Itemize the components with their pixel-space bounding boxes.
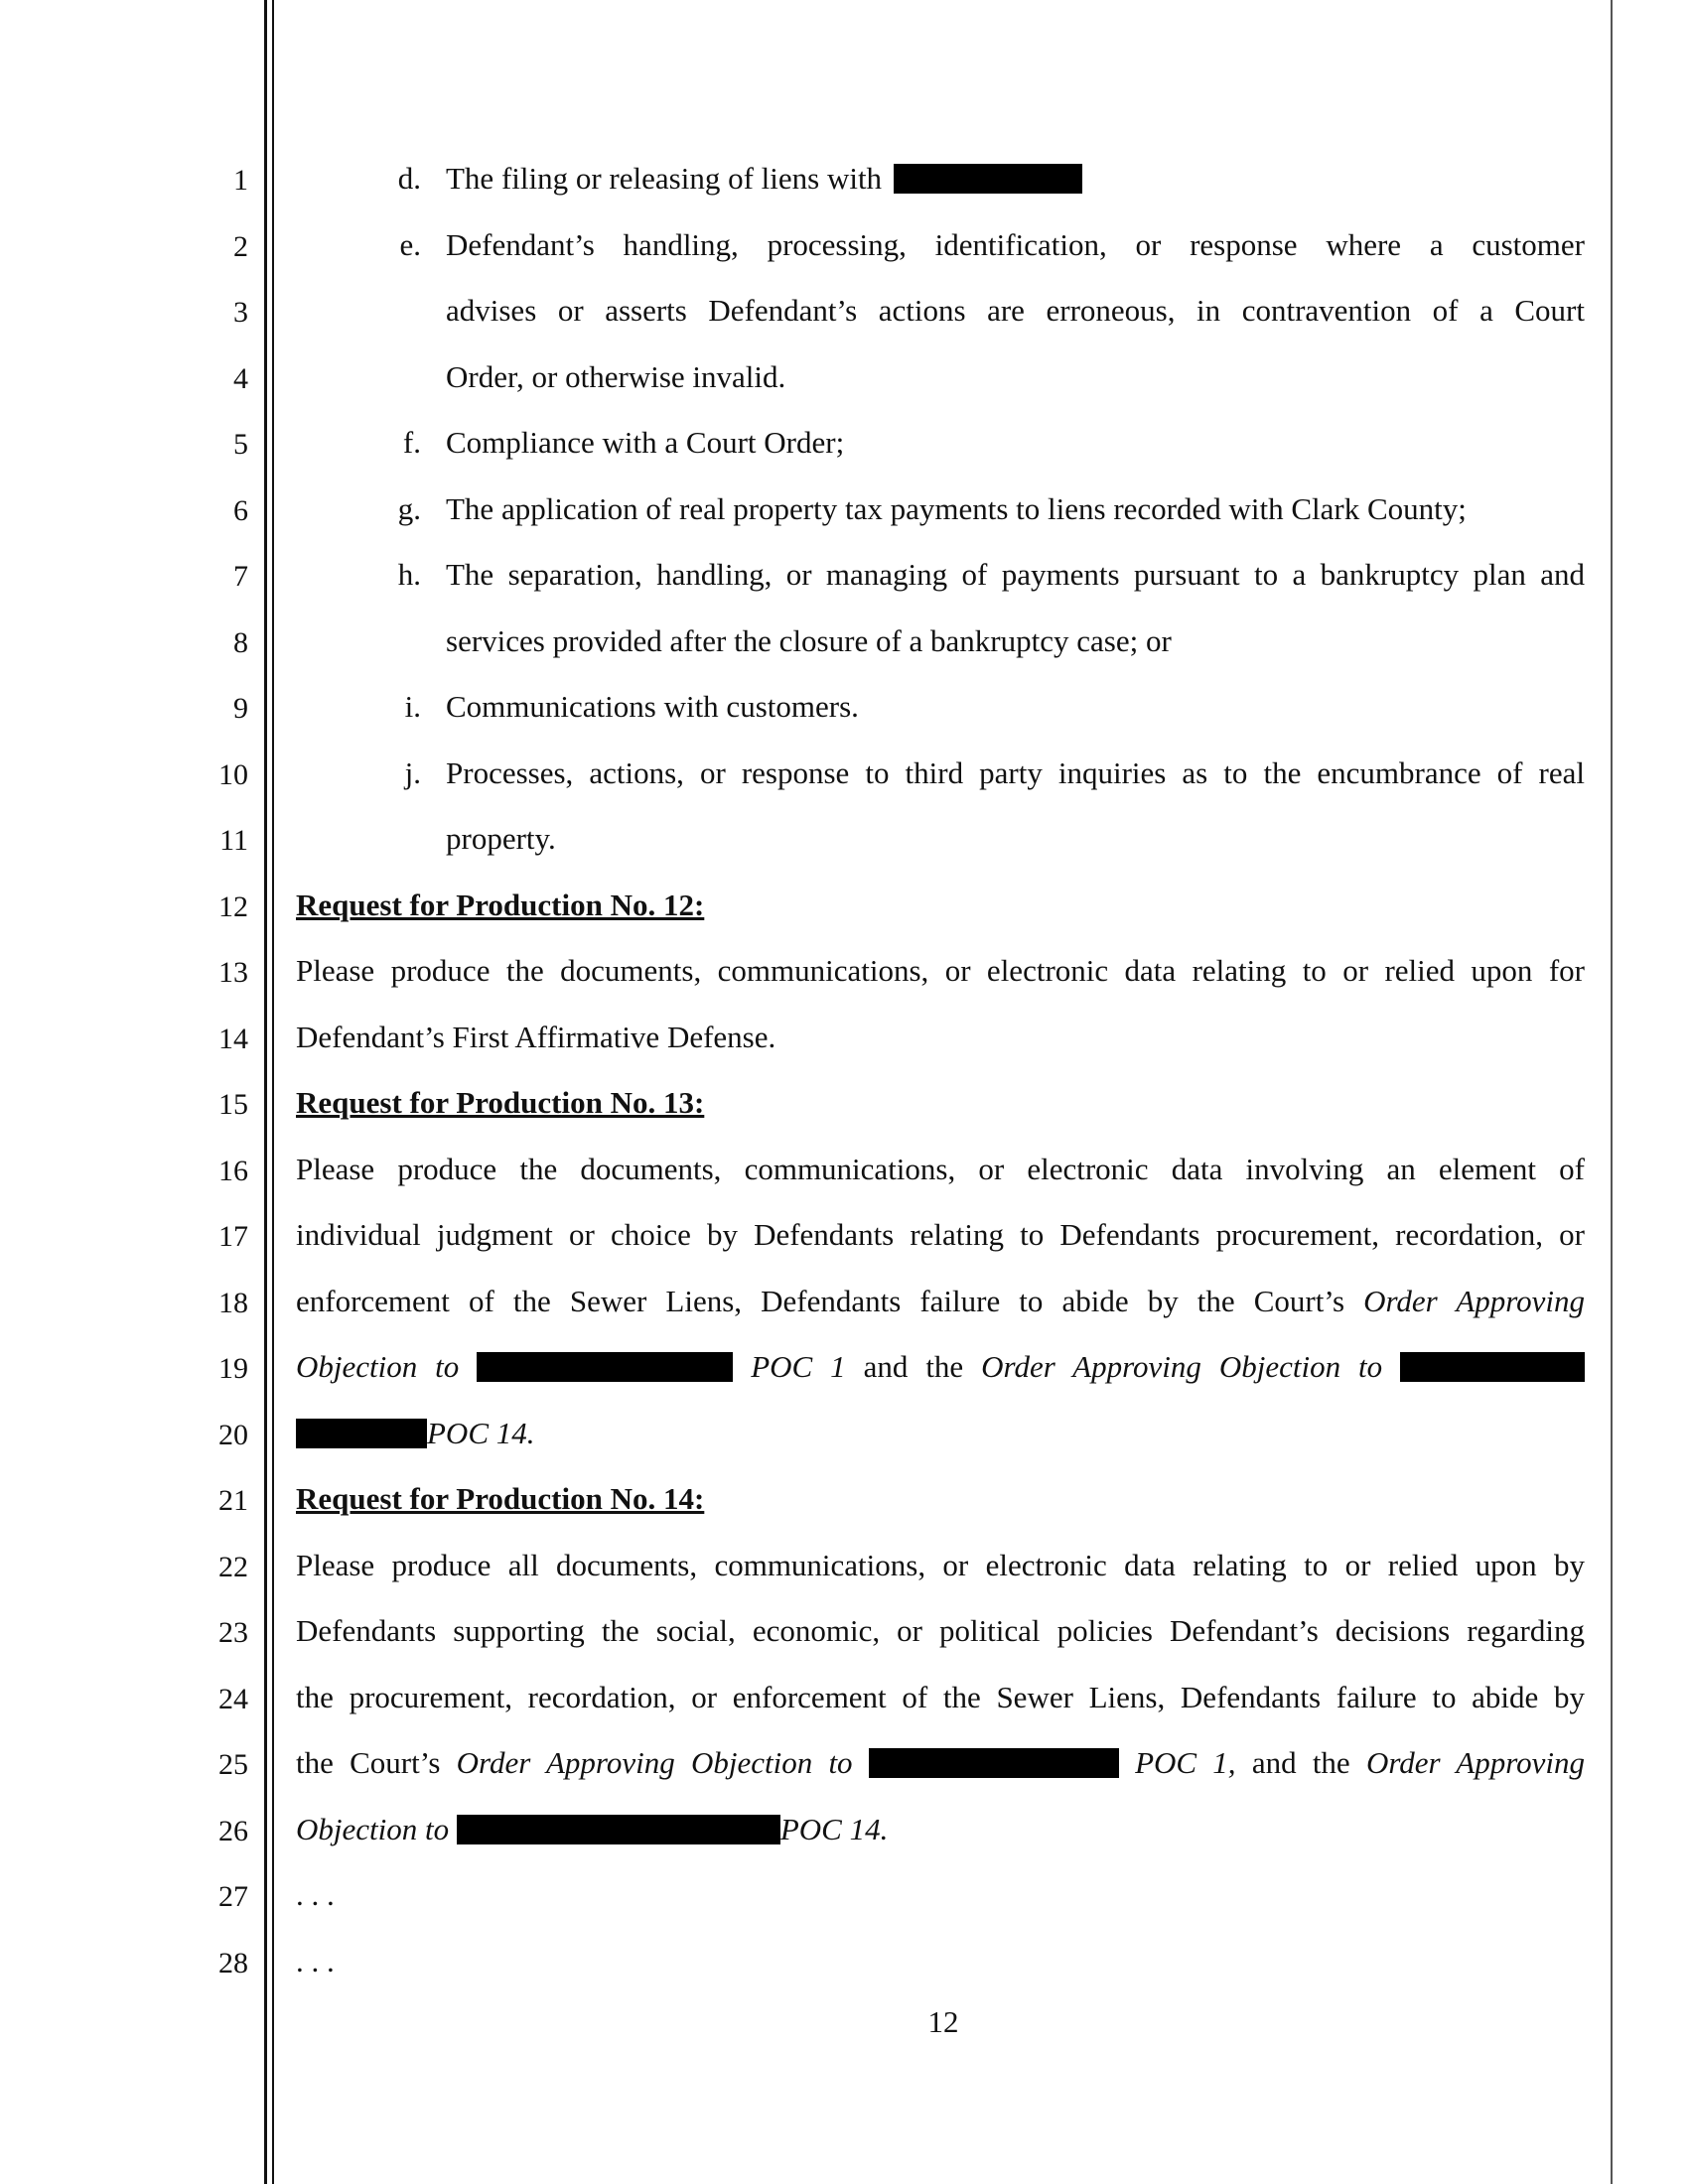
list-item-label-g: g. xyxy=(397,491,421,526)
list-item-e-line-1: Defendant’s handling, processing, identification, or response where a customer xyxy=(446,227,1585,262)
list-item-label-i: i. xyxy=(404,689,421,724)
left-margin-rule-outer xyxy=(264,0,267,2184)
order-title-italic: Objection to xyxy=(296,1812,450,1846)
list-item-j-line-2: property. xyxy=(446,821,556,856)
rfp-14-line-2: Defendants supporting the social, economic, or political policies Defendant’s decisions regarding xyxy=(296,1613,1585,1648)
list-item-d xyxy=(446,159,1585,199)
rfp-12-heading: Request for Production No. 12: xyxy=(296,887,705,922)
line-number: 15 xyxy=(218,1088,248,1121)
right-margin-rule xyxy=(1611,0,1613,2184)
line-number: 5 xyxy=(233,428,248,461)
line-number: 9 xyxy=(233,692,248,725)
line-number: 1 xyxy=(233,164,248,197)
order-title-italic: POC 1 xyxy=(751,1349,846,1384)
rfp-13-line-3-text: enforcement of the Sewer Liens, Defendants failure to abide by the Court’s xyxy=(296,1284,1345,1318)
list-item-label-e: e. xyxy=(399,227,421,262)
rfp-13-heading: Request for Production No. 13: xyxy=(296,1085,705,1120)
rfp-14-line-5 xyxy=(296,1810,1585,1849)
line-number: 20 xyxy=(218,1419,248,1451)
list-item-label-d: d. xyxy=(397,161,421,196)
redaction-box xyxy=(894,164,1082,194)
continuation-ellipsis: . . . xyxy=(296,1944,335,1979)
rfp-12-line-1: Please produce the documents, communications, or electronic data relating to or relied upon for xyxy=(296,953,1585,988)
line-number: 26 xyxy=(218,1815,248,1847)
redaction-box xyxy=(477,1352,733,1382)
list-item-g: The application of real property tax payments to liens recorded with Clark County; xyxy=(446,491,1467,526)
list-item-h-line-1: The separation, handling, or managing of payments pursuant to a bankruptcy plan and xyxy=(446,557,1585,592)
redaction-box xyxy=(296,1419,427,1448)
list-item-j-line-1: Processes, actions, or response to third party inquiries as to the encumbrance of real xyxy=(446,755,1585,790)
line-number: 23 xyxy=(218,1616,248,1649)
line-number: 11 xyxy=(219,824,248,857)
order-title-italic: POC 1, xyxy=(1135,1745,1236,1780)
rfp-13-line-5 xyxy=(296,1414,1585,1453)
rfp-13-line-1: Please produce the documents, communications, or electronic data involving an element of xyxy=(296,1152,1585,1186)
list-item-label-f: f. xyxy=(402,425,421,460)
rfp-14-line-4-text: the Court’s xyxy=(296,1745,441,1780)
rfp-13-line-2: individual judgment or choice by Defendants relating to Defendants procurement, recordation, or xyxy=(296,1217,1585,1252)
list-item-e-line-3: Order, or otherwise invalid. xyxy=(446,359,786,394)
order-title-italic: Order Approving xyxy=(1363,1284,1585,1318)
line-number: 8 xyxy=(233,626,248,659)
line-number: 28 xyxy=(218,1947,248,1979)
line-number: 16 xyxy=(218,1155,248,1187)
line-number: 21 xyxy=(218,1484,248,1517)
rfp-14-line-4 xyxy=(296,1743,1585,1783)
redaction-box xyxy=(1400,1352,1585,1382)
rfp-14-line-1: Please produce all documents, communications, or electronic data relating to or relied upon by xyxy=(296,1548,1585,1582)
line-number: 4 xyxy=(233,362,248,395)
page-number: 12 xyxy=(927,2004,959,2039)
list-item-e-line-2: advises or asserts Defendant’s actions are erroneous, in contravention of a Court xyxy=(446,293,1585,328)
rfp-14-line-4-text-2: and the xyxy=(1251,1745,1350,1780)
line-number: 13 xyxy=(218,956,248,989)
line-number: 19 xyxy=(218,1352,248,1385)
order-title-italic: Objection to xyxy=(296,1349,460,1384)
order-title-italic: Order Approving xyxy=(1365,1745,1585,1780)
line-number: 2 xyxy=(233,230,248,263)
rfp-13-line-4 xyxy=(296,1347,1585,1387)
line-number: 18 xyxy=(218,1287,248,1319)
line-number: 24 xyxy=(218,1683,248,1715)
rfp-14-heading: Request for Production No. 14: xyxy=(296,1481,705,1516)
line-number: 25 xyxy=(218,1748,248,1781)
line-number: 22 xyxy=(218,1551,248,1583)
line-number: 3 xyxy=(233,296,248,329)
order-title-italic: Order Approving Objection to xyxy=(981,1349,1383,1384)
list-item-label-h: h. xyxy=(397,557,421,592)
line-number: 27 xyxy=(218,1880,248,1913)
list-item-i: Communications with customers. xyxy=(446,689,859,724)
line-number: 6 xyxy=(233,494,248,527)
line-number: 12 xyxy=(218,890,248,923)
list-item-f: Compliance with a Court Order; xyxy=(446,425,845,460)
line-number: 17 xyxy=(218,1220,248,1253)
rfp-14-line-3: the procurement, recordation, or enforcement of the Sewer Liens, Defendants failure to abide by xyxy=(296,1680,1585,1714)
rfp-13-line-3 xyxy=(296,1282,1585,1321)
list-item-h-line-2: services provided after the closure of a bankruptcy case; or xyxy=(446,623,1172,658)
left-margin-rule-inner xyxy=(272,0,274,2184)
line-number: 14 xyxy=(218,1023,248,1055)
order-title-italic: Order Approving Objection to xyxy=(456,1745,853,1780)
continuation-ellipsis: . . . xyxy=(296,1877,335,1912)
list-item-label-j: j. xyxy=(404,755,421,790)
line-number: 10 xyxy=(218,758,248,791)
rfp-12-line-2: Defendant’s First Affirmative Defense. xyxy=(296,1020,776,1054)
line-number: 7 xyxy=(233,560,248,593)
redaction-box xyxy=(457,1815,780,1844)
order-title-italic: POC 14. xyxy=(779,1812,889,1846)
rfp-13-line-4-text: and the xyxy=(863,1349,964,1384)
order-title-italic: POC 14. xyxy=(427,1416,535,1450)
redaction-box xyxy=(869,1748,1119,1778)
list-item-text: The filing or releasing of liens with xyxy=(446,161,883,196)
